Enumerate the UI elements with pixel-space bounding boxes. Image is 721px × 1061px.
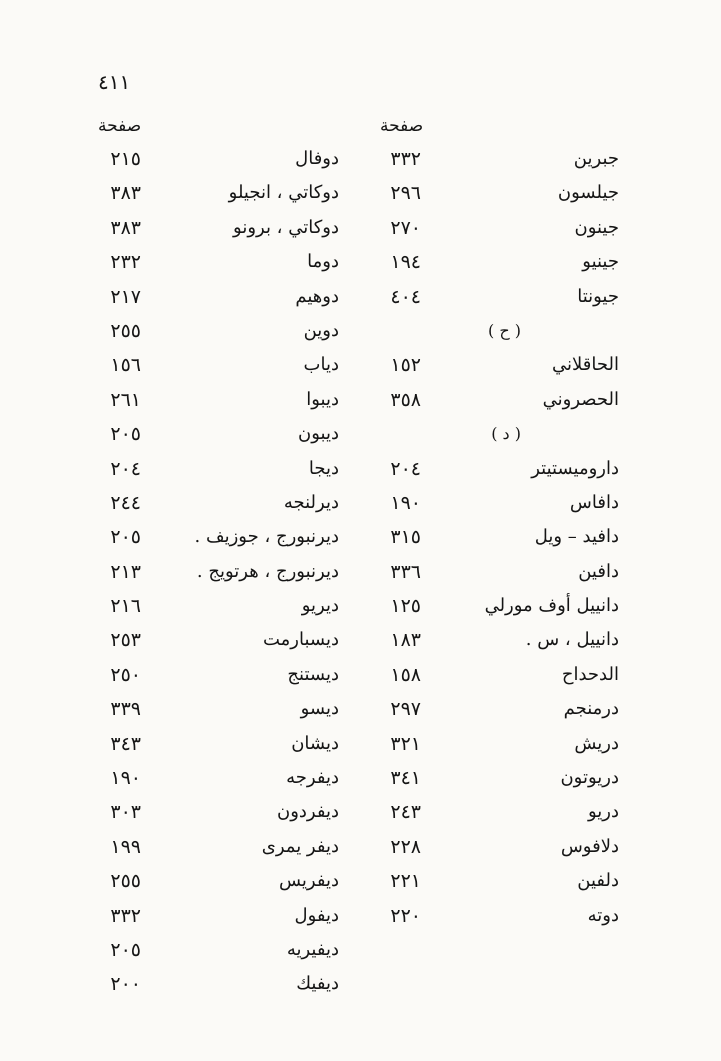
index-entry [0,555,721,589]
entry-page: ١٥٦ [110,354,141,377]
entry-page: ٣٤١ [390,767,421,790]
entry-name: ديسو [300,698,339,720]
entry-name: ديشان [291,732,339,754]
entry-page: ٢٠٥ [110,423,141,446]
index-entry [0,348,721,382]
entry-name: ديجا [308,457,339,479]
entry-page: ٢٢٨ [390,835,421,858]
index-entry [0,658,721,692]
entry-page: ١٨٣ [390,629,421,652]
entry-name: درمنجم [563,698,619,720]
index-entry [0,383,721,417]
entry-page: ٢٦١ [110,388,141,411]
entry-name: ديريو [301,595,339,617]
index-entry [0,727,721,761]
entry-page: ٢١٣ [110,560,141,583]
entry-name: ديسبارمت [262,629,339,651]
entry-name: دوفال [295,148,339,169]
entry-name: الحصروني [542,388,619,410]
entry-name: دوته [587,904,619,926]
entry-name: ديفيك [296,973,339,995]
entry-page: ٢٢١ [390,870,421,893]
index-entry [0,761,721,795]
entry-name: جيونتا [577,285,619,307]
index-entry [0,486,721,520]
entry-name: ديرلنجه [283,491,339,513]
entry-page: ٢١٧ [110,285,141,308]
entry-page: ٣٥٨ [390,388,421,411]
entry-page: ٢٣٢ [110,251,141,274]
entry-page: ٢١٦ [110,595,141,618]
entry-page: ٢١٥ [110,148,141,170]
entry-page: ١٥٨ [390,663,421,686]
section-letter: ( د ) [491,424,521,444]
index-entry [0,520,721,554]
column-header-right: صفحة [380,116,424,136]
entry-name: جبرين [573,148,619,169]
entry-page: ١٩٩ [110,835,141,858]
entry-name: جينيو [582,251,619,273]
index-entry [0,830,721,864]
entry-page: ٣٣٢ [390,148,421,170]
entry-page: ٢٠٤ [110,457,141,480]
entry-page: ٢٥٠ [110,663,141,686]
entry-name: دريو [587,801,619,823]
entry-page: ٢٠٥ [110,526,141,549]
entry-page: ٢٥٥ [110,319,141,342]
entry-page: ٣٤٣ [110,732,141,755]
entry-page: ٣٢١ [390,732,421,755]
entry-name: ديفول [294,904,339,926]
entry-name: دانييل أوف مورلي [484,595,619,617]
entry-name: ديرنبورج ، جوزيف . [194,526,339,548]
index-entry [0,795,721,829]
entry-page: ١٢٥ [390,595,421,618]
entry-name: الدحداح [561,663,619,685]
entry-name: دوين [303,319,339,341]
entry-name: ديستنج [287,663,339,685]
entry-name: دوما [307,251,339,273]
entry-page: ٣٠٣ [110,801,141,824]
entry-page: ٢٥٥ [110,870,141,893]
entry-name: ديبوا [306,388,339,410]
entry-name: ديفرجه [286,767,339,789]
entry-page: ٣٨٣ [110,182,141,205]
entry-name: دلفين [577,870,619,892]
index-entry [0,245,721,279]
entry-page: ٢٤٣ [390,801,421,824]
entry-page: ١٩٠ [390,491,421,514]
entry-page: ٢٩٧ [390,698,421,721]
entry-name: ديفيريه [286,938,339,960]
entry-name: دافين [578,560,619,582]
entry-page: ٢٢٠ [390,904,421,927]
entry-name: دريوتون [560,767,619,789]
entry-page: ١٥٢ [390,354,421,377]
index-entry [0,623,721,657]
entry-name: دوهيم [295,285,339,307]
entry-name: الحاقلاني [552,354,619,376]
index-entry [0,142,721,176]
entry-page: ٢٠٠ [110,973,141,996]
entry-page: ٣٣٩ [110,698,141,721]
index-entry [0,452,721,486]
entry-page: ٣٨٣ [110,216,141,239]
index-entry [0,314,721,348]
index-entry [0,176,721,210]
entry-page: ٣١٥ [390,526,421,549]
entry-page: ٣٣٦ [390,560,421,583]
index-entry [0,280,721,314]
entry-name: ديفردون [277,801,339,823]
entry-page: ١٩٤ [390,251,421,274]
section-letter: ( ح ) [488,320,521,340]
entry-page: ٢٩٦ [390,182,421,205]
entry-name: دريش [574,732,619,754]
index-entry [0,211,721,245]
entry-page: ٢٧٠ [390,216,421,239]
entry-name: جينون [574,216,619,238]
index-entry [0,589,721,623]
entry-page: ٢٠٥ [110,938,141,961]
index-column-right [0,142,721,933]
entry-name: دوكاتي ، برونو [233,216,339,238]
entry-page: ١٩٠ [110,767,141,790]
entry-name: داروميستيتر [531,457,619,479]
entry-name: ديفريس [278,870,339,892]
entry-name: ديرنبورج ، هرتويج . [196,560,339,582]
entry-page: ٢٥٣ [110,629,141,652]
entry-page: ٣٣٢ [110,904,141,927]
entry-name: دياب [303,354,339,376]
entry-name: دلافوس [560,835,619,857]
entry-name: ديبون [298,423,339,445]
index-entry [0,417,721,451]
index-entry [0,933,721,967]
entry-name: دافاس [569,491,619,513]
index-entry [0,967,721,1001]
index-entry [0,899,721,933]
entry-page: ٢٤٤ [110,491,141,514]
index-entry [0,692,721,726]
entry-page: ٢٠٤ [390,457,421,480]
entry-page: ٤٠٤ [390,285,421,308]
entry-name: دوكاتي ، انجيلو [228,182,339,204]
column-header-left: صفحة [98,116,142,136]
entry-name: جيلسون [557,182,619,204]
page-number: ٤١١ [98,70,131,94]
entry-name: ديفر يمرى [261,835,339,857]
entry-name: دانييل ، س . [525,629,619,651]
entry-name: دافيد – ويل [534,526,619,548]
index-entry [0,864,721,898]
